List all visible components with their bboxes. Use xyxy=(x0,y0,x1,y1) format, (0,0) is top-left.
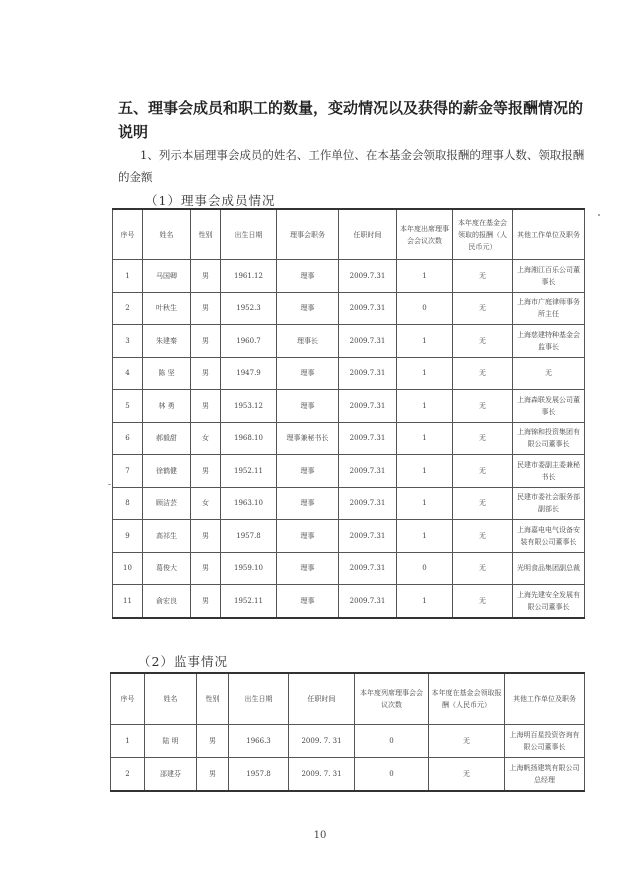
table-row xyxy=(113,520,585,553)
table-cell: 女 xyxy=(191,487,221,520)
table-cell: 理事兼秘书长 xyxy=(277,422,339,455)
table-cell: 0 xyxy=(355,758,429,792)
header-cell: 出生日期 xyxy=(221,209,277,260)
table-cell: 2009.7.31 xyxy=(339,325,397,358)
table-cell: 无 xyxy=(429,758,505,792)
table-cell: 1 xyxy=(397,260,453,293)
table-cell: 陆 明 xyxy=(145,725,197,758)
table-header-row xyxy=(111,673,585,725)
table-cell: 1952.11 xyxy=(221,455,277,488)
table-row xyxy=(113,292,585,325)
table-cell: 上海先建安全发展有限公司董事长 xyxy=(513,585,585,618)
header-cell: 本年度出席理事会会议次数 xyxy=(397,209,453,260)
table-cell: 理事 xyxy=(277,455,339,488)
table-cell: 徐鹤健 xyxy=(143,455,191,488)
table-cell: 0 xyxy=(355,725,429,758)
section-heading: 五、理事会成员和职工的数量，变动情况以及获得的薪金等报酬情况的说明 xyxy=(118,99,584,141)
table-row xyxy=(113,390,585,423)
table-cell: 男 xyxy=(191,292,221,325)
table-cell: 无 xyxy=(453,292,513,325)
header-cell: 理事会职务 xyxy=(277,209,339,260)
table-cell: 1 xyxy=(397,390,453,423)
table-cell: 10 xyxy=(113,552,143,585)
header-cell: 任职时间 xyxy=(289,673,355,725)
table-cell: 男 xyxy=(191,325,221,358)
table-cell: 1 xyxy=(397,422,453,455)
table-cell: 1966.3 xyxy=(229,725,289,758)
table-cell: 3 xyxy=(113,325,143,358)
table-cell: 1 xyxy=(397,325,453,358)
table-cell: 2009. 7. 31 xyxy=(289,725,355,758)
table-header-row xyxy=(113,209,585,260)
table-cell: 2009. 7. 31 xyxy=(289,758,355,792)
table-cell: 无 xyxy=(453,585,513,618)
table-cell: 无 xyxy=(453,487,513,520)
table-cell: 2009.7.31 xyxy=(339,585,397,618)
header-cell: 性别 xyxy=(191,209,221,260)
table-cell: 1 xyxy=(397,357,453,390)
table-cell: 上海锦和投资集团有限公司董事长 xyxy=(513,422,585,455)
table-cell: 无 xyxy=(453,260,513,293)
table-cell: 葛俊大 xyxy=(143,552,191,585)
table-cell: 陈 坚 xyxy=(143,357,191,390)
table-cell: 上海明百星投资咨询有限公司董事长 xyxy=(505,725,585,758)
table-cell: 林 勇 xyxy=(143,390,191,423)
header-cell: 姓名 xyxy=(145,673,197,725)
table-cell: 1968.10 xyxy=(221,422,277,455)
table-cell: 无 xyxy=(453,520,513,553)
table-cell: 理事 xyxy=(277,520,339,553)
table-cell: 上海湘江百乐公司董事长 xyxy=(513,260,585,293)
table-cell: 男 xyxy=(191,455,221,488)
table-cell: 1961.12 xyxy=(221,260,277,293)
table-cell: 理事 xyxy=(277,357,339,390)
table-cell: 1 xyxy=(397,585,453,618)
table-cell: 2 xyxy=(113,292,143,325)
table-cell: 俞宏良 xyxy=(143,585,191,618)
board-members-table xyxy=(112,208,585,619)
table-cell: 1 xyxy=(113,260,143,293)
header-cell: 其他工作单位及职务 xyxy=(513,209,585,260)
table-cell: 7 xyxy=(113,455,143,488)
table-cell: 4 xyxy=(113,357,143,390)
table-cell: 2009.7.31 xyxy=(339,487,397,520)
header-cell: 性别 xyxy=(197,673,229,725)
table-cell: 0 xyxy=(397,552,453,585)
table-row xyxy=(113,325,585,358)
table-cell: 2009.7.31 xyxy=(339,520,397,553)
table-cell: 1 xyxy=(111,725,145,758)
table-row xyxy=(113,357,585,390)
table-cell: 上海帆扬建筑有限公司总经理 xyxy=(505,758,585,792)
header-cell: 本年度在基金会领取报酬（人民币元） xyxy=(429,673,505,725)
table-cell: 无 xyxy=(453,357,513,390)
table-cell: 高祁生 xyxy=(143,520,191,553)
intro-paragraph: 1、列示本届理事会成员的姓名、工作单位、在本基金会领取报酬的理事人数、领取报酬的金额 xyxy=(118,148,585,184)
table-cell: 男 xyxy=(191,260,221,293)
table-cell: 男 xyxy=(191,390,221,423)
header-cell: 序号 xyxy=(111,673,145,725)
table-cell: 马国卿 xyxy=(143,260,191,293)
table-cell: 2009.7.31 xyxy=(339,552,397,585)
table-cell: 0 xyxy=(397,292,453,325)
table-cell: 1953.12 xyxy=(221,390,277,423)
table-cell: 2 xyxy=(111,758,145,792)
page-number: 10 xyxy=(313,830,327,841)
table-cell: 1952.3 xyxy=(221,292,277,325)
table-row xyxy=(111,758,585,792)
table-cell: 1947.9 xyxy=(221,357,277,390)
header-cell: 序号 xyxy=(113,209,143,260)
table-cell: 民建市委社会服务部副部长 xyxy=(513,487,585,520)
table-cell: 郝毅甜 xyxy=(143,422,191,455)
table-cell: 上海慈建特种基金会监事长 xyxy=(513,325,585,358)
table-cell: 理事 xyxy=(277,487,339,520)
table-cell: 男 xyxy=(191,520,221,553)
table-row xyxy=(113,552,585,585)
table-cell: 无 xyxy=(453,390,513,423)
table-cell: 理事 xyxy=(277,552,339,585)
table-cell: 邵建芬 xyxy=(145,758,197,792)
supervisors-table xyxy=(110,672,585,792)
table-cell: 2009.7.31 xyxy=(339,390,397,423)
table-cell: 1957.8 xyxy=(229,758,289,792)
table-cell: 8 xyxy=(113,487,143,520)
table-row xyxy=(113,487,585,520)
header-cell: 任职时间 xyxy=(339,209,397,260)
table-cell: 1963.10 xyxy=(221,487,277,520)
table-row xyxy=(113,455,585,488)
table-cell: 11 xyxy=(113,585,143,618)
table-row xyxy=(113,260,585,293)
table-cell: 光明食品集团副总裁 xyxy=(513,552,585,585)
table-cell: 理事长 xyxy=(277,325,339,358)
table-cell: 理事 xyxy=(277,260,339,293)
table-cell: 1957.8 xyxy=(221,520,277,553)
table-cell: 2009.7.31 xyxy=(339,292,397,325)
header-cell: 本年度列席理事会会议次数 xyxy=(355,673,429,725)
table-cell: 朱建秦 xyxy=(143,325,191,358)
table-cell: 2009.7.31 xyxy=(339,455,397,488)
header-cell: 其他工作单位及职务 xyxy=(505,673,585,725)
table-cell: 无 xyxy=(429,725,505,758)
table-cell: 2009.7.31 xyxy=(339,260,397,293)
table-cell: 无 xyxy=(513,357,585,390)
table-cell: 叶秋生 xyxy=(143,292,191,325)
scan-speck xyxy=(108,484,111,485)
table-cell: 无 xyxy=(453,325,513,358)
table-cell: 男 xyxy=(191,552,221,585)
table-cell: 6 xyxy=(113,422,143,455)
supervisor-section-title: （2）监事情况 xyxy=(138,654,228,669)
table-cell: 男 xyxy=(191,357,221,390)
table-cell: 民建市委副主委兼秘书长 xyxy=(513,455,585,488)
table-cell: 无 xyxy=(453,455,513,488)
table-cell: 1952.11 xyxy=(221,585,277,618)
table-cell: 2009.7.31 xyxy=(339,422,397,455)
table-cell: 1960.7 xyxy=(221,325,277,358)
table-cell: 2009.7.31 xyxy=(339,357,397,390)
table-cell: 上海森联发展公司董事长 xyxy=(513,390,585,423)
table-cell: 无 xyxy=(453,422,513,455)
header-cell: 出生日期 xyxy=(229,673,289,725)
scan-speck xyxy=(598,214,600,216)
table-cell: 男 xyxy=(197,725,229,758)
table-cell: 9 xyxy=(113,520,143,553)
header-cell: 本年度在基金会领取的报酬（人民币元） xyxy=(453,209,513,260)
table-cell: 5 xyxy=(113,390,143,423)
table-cell: 无 xyxy=(453,552,513,585)
table-cell: 理事 xyxy=(277,292,339,325)
table-cell: 1 xyxy=(397,487,453,520)
table-cell: 理事 xyxy=(277,585,339,618)
table-cell: 顾洁芸 xyxy=(143,487,191,520)
table-cell: 上海嘉电电气设备安装有限公司董事长 xyxy=(513,520,585,553)
table-row xyxy=(111,725,585,758)
table-cell: 理事 xyxy=(277,390,339,423)
table-cell: 上海市广庭律师事务所主任 xyxy=(513,292,585,325)
header-cell: 姓名 xyxy=(143,209,191,260)
table-row xyxy=(113,422,585,455)
board-section-title: （1）理事会成员情况 xyxy=(145,193,276,208)
table-cell: 1 xyxy=(397,520,453,553)
table-cell: 1959.10 xyxy=(221,552,277,585)
table-cell: 女 xyxy=(191,422,221,455)
table-row xyxy=(113,585,585,618)
table-cell: 男 xyxy=(191,585,221,618)
table-cell: 1 xyxy=(397,455,453,488)
table-cell: 男 xyxy=(197,758,229,792)
